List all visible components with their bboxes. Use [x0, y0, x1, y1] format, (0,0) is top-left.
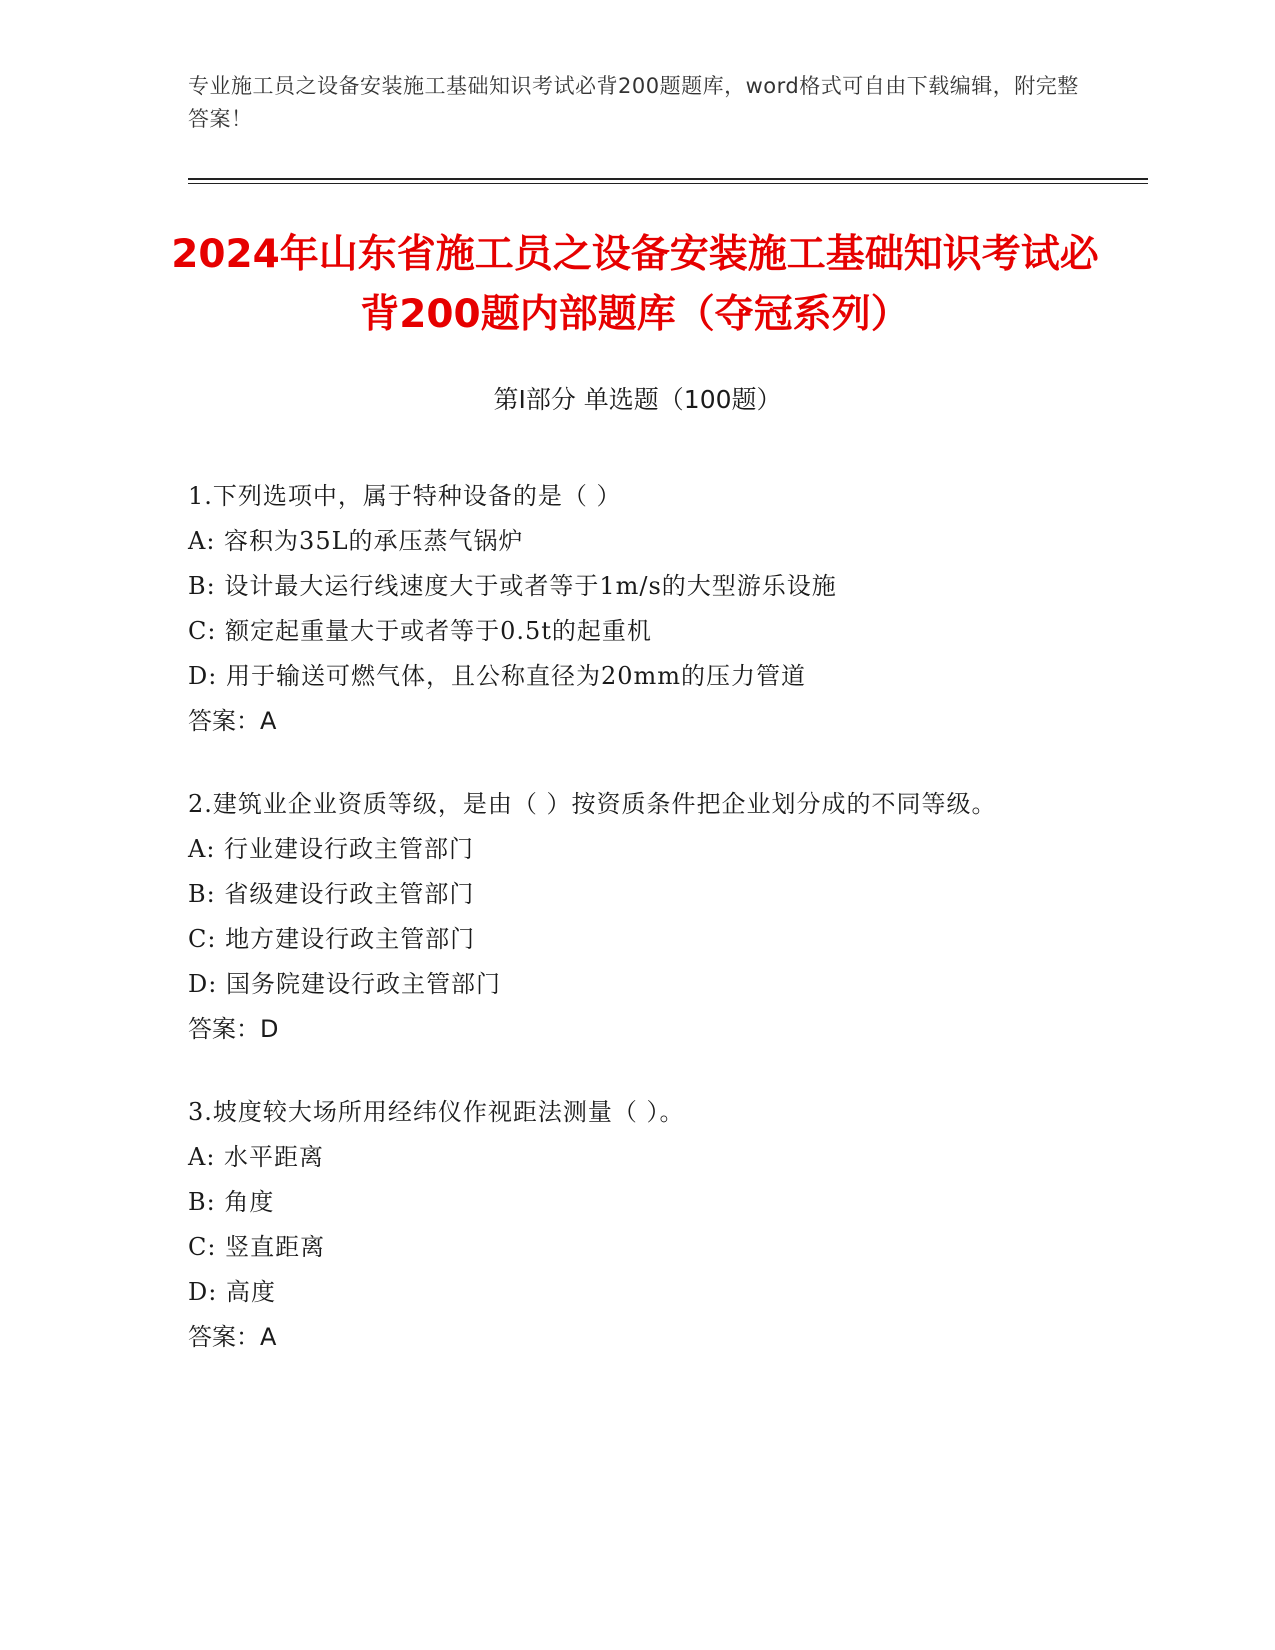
option-d: D: 国务院建设行政主管部门 [188, 970, 501, 998]
question-stem: 3.坡度较大场所用经纬仪作视距法测量（ ）。 [188, 1098, 685, 1126]
section-title: 第I部分 单选题（100题） [493, 385, 782, 414]
header-divider-thick [188, 178, 1148, 180]
option-d: D: 用于输送可燃气体，且公称直径为20mm的压力管道 [188, 662, 807, 690]
option-d: D: 高度 [188, 1278, 276, 1306]
option-c: C: 竖直距离 [188, 1233, 326, 1261]
option-a: A: 行业建设行政主管部门 [188, 835, 475, 863]
option-b: B: 角度 [188, 1188, 275, 1216]
option-b: B: 设计最大运行线速度大于或者等于1m/s的大型游乐设施 [188, 572, 837, 600]
option-c: C: 额定起重量大于或者等于0.5t的起重机 [188, 617, 652, 645]
question-1 [188, 474, 1088, 744]
option-c: C: 地方建设行政主管部门 [188, 925, 476, 953]
question-stem: 2.建筑业企业资质等级，是由（ ）按资质条件把企业划分成的不同等级。 [188, 790, 997, 818]
question-list [188, 474, 1088, 1398]
answer: 答案：A [188, 707, 277, 735]
header-note: 专业施工员之设备安装施工基础知识考试必背200题题库，word格式可自由下载编辑，附完整答案！ [188, 74, 1079, 131]
header-divider-thin [188, 183, 1148, 184]
question-2 [188, 782, 1088, 1052]
question-3 [188, 1090, 1088, 1360]
document-title: 2024年山东省施工员之设备安装施工基础知识考试必背200题内部题库（夺冠系列） [171, 232, 1099, 337]
option-a: A: 容积为35L的承压蒸气锅炉 [188, 527, 524, 555]
option-b: B: 省级建设行政主管部门 [188, 880, 475, 908]
question-stem: 1.下列选项中，属于特种设备的是（ ） [188, 482, 622, 510]
option-a: A: 水平距离 [188, 1143, 325, 1171]
answer: 答案：D [188, 1015, 279, 1043]
answer: 答案：A [188, 1323, 277, 1351]
